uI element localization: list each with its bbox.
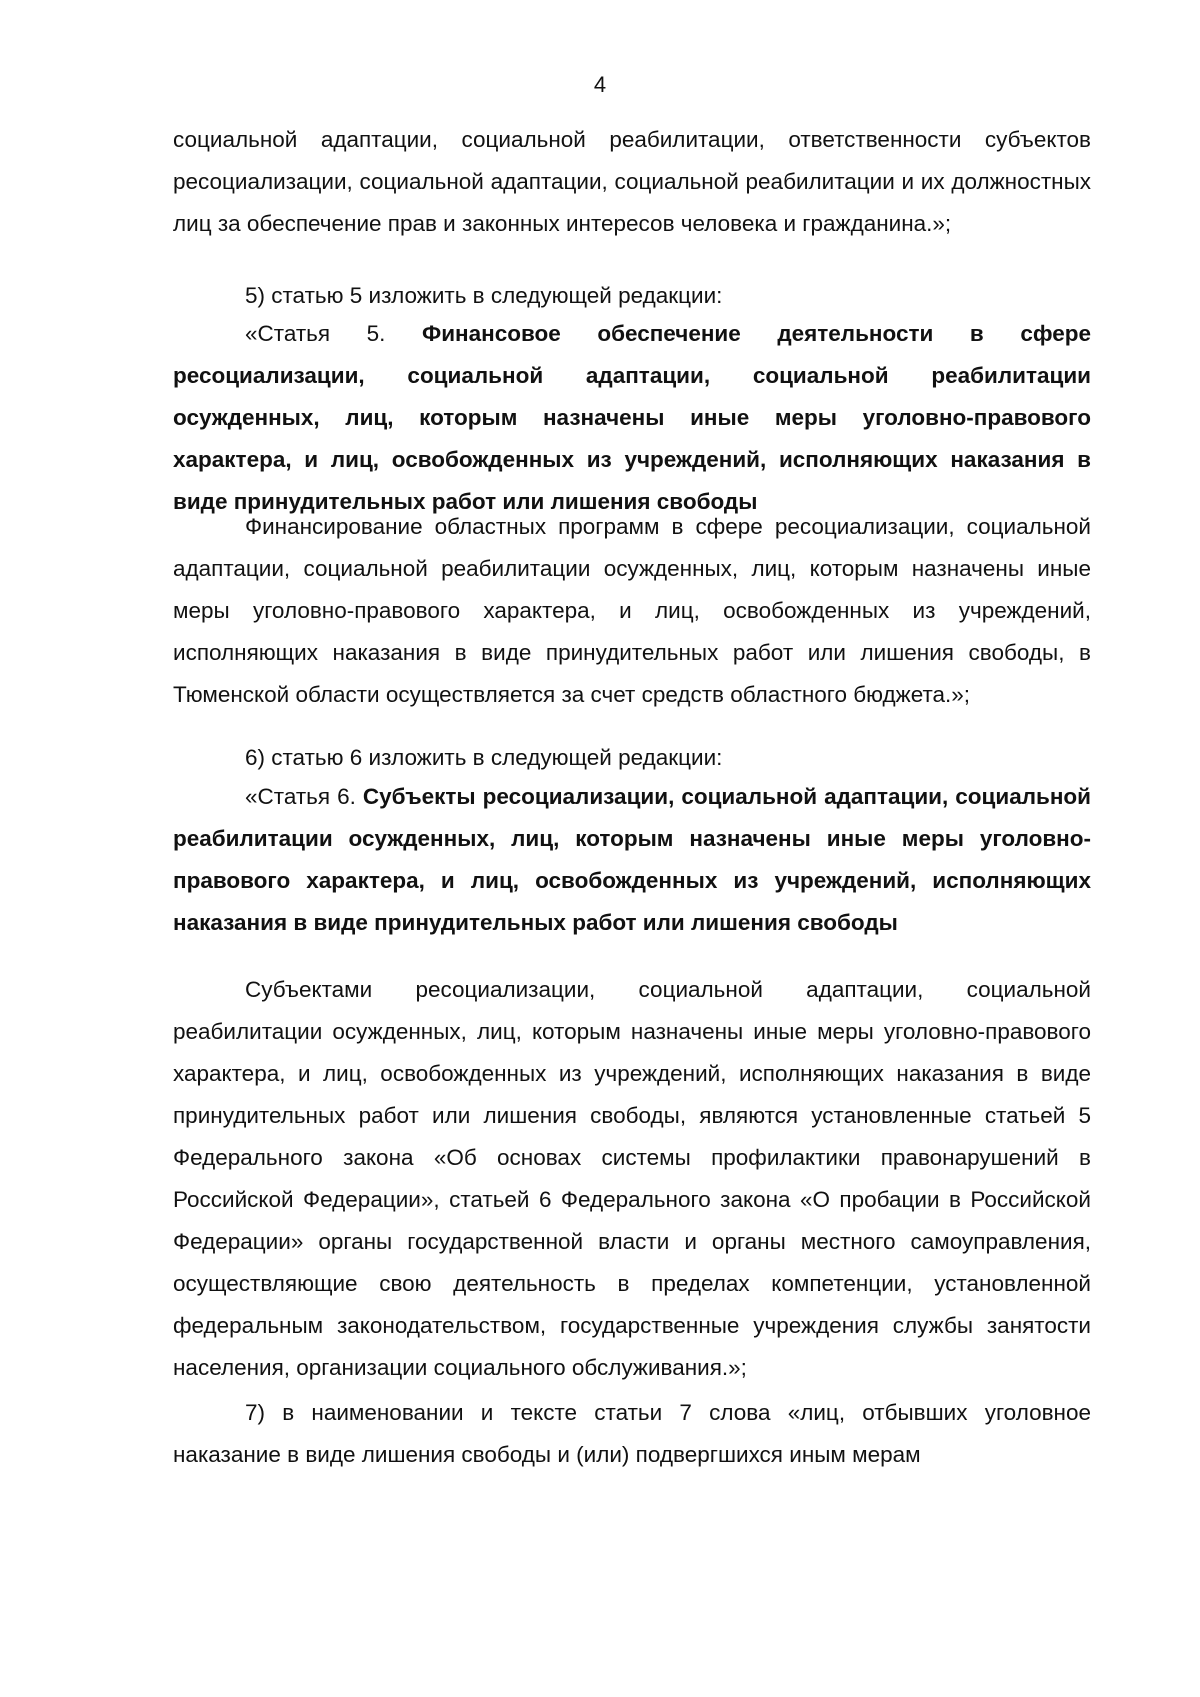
item-7-text: 7) в наименовании и тексте статьи 7 слова «лиц, отбывших уголовное наказание в виде лишения свободы и (или) подвергшихся иным мерам [173,1400,1091,1467]
article-5-heading [173,313,1091,523]
article-6-title: Субъекты ресоциализации, социальной адаптации, социальной реабилитации осужденных, лиц, которым назначены иные меры уголовно-правового характера, и лиц, освобожденных из учреждений, исполняющих наказания в виде принудительных работ или лишения свободы [173,784,1092,935]
item-5-intro: 5) статью 5 изложить в следующей редакции: [245,283,723,308]
item-6-intro: 6) статью 6 изложить в следующей редакции: [245,745,723,770]
page-number: 4 [593,72,607,97]
article-5-body: Финансирование областных программ в сфере ресоциализации, социальной адаптации, социальной реабилитации осужденных, лиц, которым назначены иные меры уголовно-правового характера, и лиц, освобожденных из учреждений, исполняющих наказания в виде принудительных работ или лишения свободы, в Тюменской области осуществляется за счет средств областного бюджета.»; [173,514,1091,707]
article-5-title: Финансовое обеспечение деятельности в сфере ресоциализации, социальной адаптации, социальной реабилитации осужденных, лиц, которым назначены иные меры уголовно-правового характера, и лиц, освобожденных из учреждений, исполняющих наказания в виде принудительных работ или лишения свободы [173,321,1092,514]
article-5-prefix: «Статья 5. [245,321,422,346]
article-6-heading [173,776,1091,944]
article-6-prefix: «Статья 6. [245,784,363,809]
continuation-paragraph: социальной адаптации, социальной реабилитации, ответственности субъектов ресоциализации, социальной адаптации, социальной реабилитации и их должностных лиц за обеспечение прав и законных интересов человека и гражданина.»; [173,127,1091,236]
article-6-body: Субъектами ресоциализации, социальной адаптации, социальной реабилитации осужденных, лиц, которым назначены иные меры уголовно-правового характера, и лиц, освобожденных из учреждений, исполняющих наказания в виде принудительных работ или лишения свободы, являются установленные статьей 5 Федерального закона «Об основах системы профилактики правонарушений в Российской Федерации», статьей 6 Федерального закона «О пробации в Российской Федерации» органы государственной власти и органы местного самоуправления, осуществляющие свою деятельность в пределах компетенции, установленной федеральным законодательством, государственные учреждения службы занятости населения, организации социального обслуживания.»; [173,977,1091,1380]
